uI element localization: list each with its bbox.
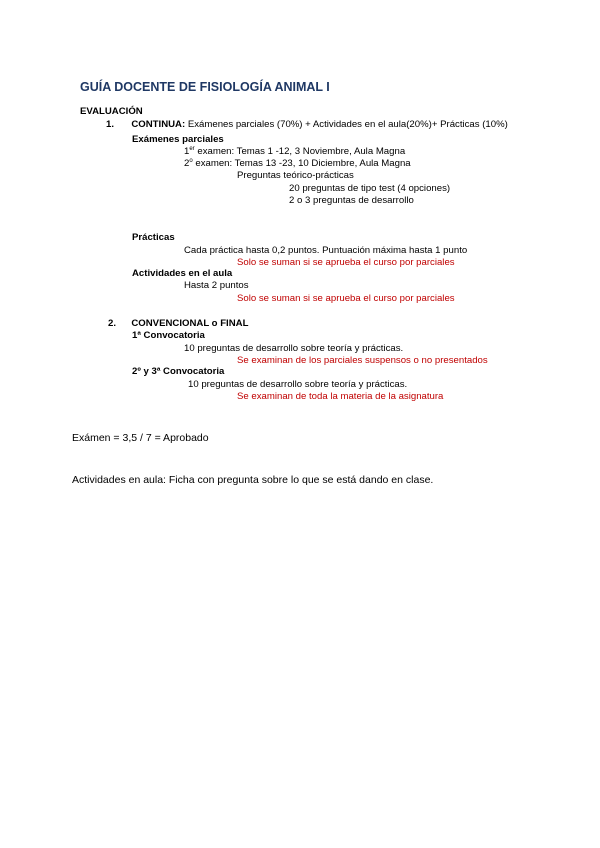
preguntas-line: Preguntas teórico-prácticas xyxy=(237,170,354,181)
examen-note: Exámen = 3,5 / 7 = Aprobado xyxy=(72,432,209,444)
primera-convocatoria-heading: 1ª Convocatoria xyxy=(132,330,205,341)
evaluacion-heading: EVALUACIÓN xyxy=(80,106,143,117)
practicas-heading: Prácticas xyxy=(132,232,175,243)
practicas-line: Cada práctica hasta 0,2 puntos. Puntuación máxima hasta 1 punto xyxy=(184,245,468,256)
exam2-line xyxy=(184,158,411,170)
exam1-text: examen: Temas 1 -12, 3 Noviembre, Aula Magna xyxy=(194,146,406,157)
actividades-line: Hasta 2 puntos xyxy=(184,280,249,291)
exam2-number: 2 xyxy=(184,158,190,169)
actividades-note: Solo se suman si se aprueba el curso por parciales xyxy=(237,293,455,304)
segunda-convocatoria-line: 10 preguntas de desarrollo sobre teoría y prácticas. xyxy=(188,379,408,390)
page-title: GUÍA DOCENTE DE FISIOLOGÍA ANIMAL I xyxy=(80,80,330,94)
practicas-note: Solo se suman si se aprueba el curso por parciales xyxy=(237,257,455,268)
continua-label: CONTINUA: xyxy=(131,119,186,130)
primera-convocatoria-line: 10 preguntas de desarrollo sobre teoría y prácticas. xyxy=(184,343,404,354)
exam2-superscript: o xyxy=(189,157,193,164)
continua-number: 1. xyxy=(106,119,115,130)
parciales-heading: Exámenes parciales xyxy=(132,134,224,145)
convencional-label: CONVENCIONAL o FINAL xyxy=(131,318,249,329)
actividades-heading: Actividades en el aula xyxy=(132,268,233,279)
exam1-number: 1 xyxy=(184,146,190,157)
test-line: 20 preguntas de tipo test (4 opciones) xyxy=(289,183,451,194)
exam1-line xyxy=(184,146,405,158)
primera-convocatoria-note: Se examinan de los parciales suspensos o no presentados xyxy=(237,355,488,366)
desarrollo-line: 2 o 3 preguntas de desarrollo xyxy=(289,195,414,206)
segunda-convocatoria-note: Se examinan de toda la materia de la asignatura xyxy=(237,391,444,402)
continua-line xyxy=(106,119,508,131)
actividades-aula-note: Actividades en aula: Ficha con pregunta sobre lo que se está dando en clase. xyxy=(72,474,434,486)
continua-summary: Exámenes parciales (70%) + Actividades en el aula(20%)+ Prácticas (10%) xyxy=(187,119,508,130)
segunda-convocatoria-heading: 2º y 3ª Convocatoria xyxy=(132,366,225,377)
exam2-text: examen: Temas 13 -23, 10 Diciembre, Aula Magna xyxy=(192,158,411,169)
convencional-number: 2. xyxy=(108,318,117,329)
exam1-superscript: er xyxy=(189,145,195,152)
convencional-line xyxy=(108,318,248,330)
